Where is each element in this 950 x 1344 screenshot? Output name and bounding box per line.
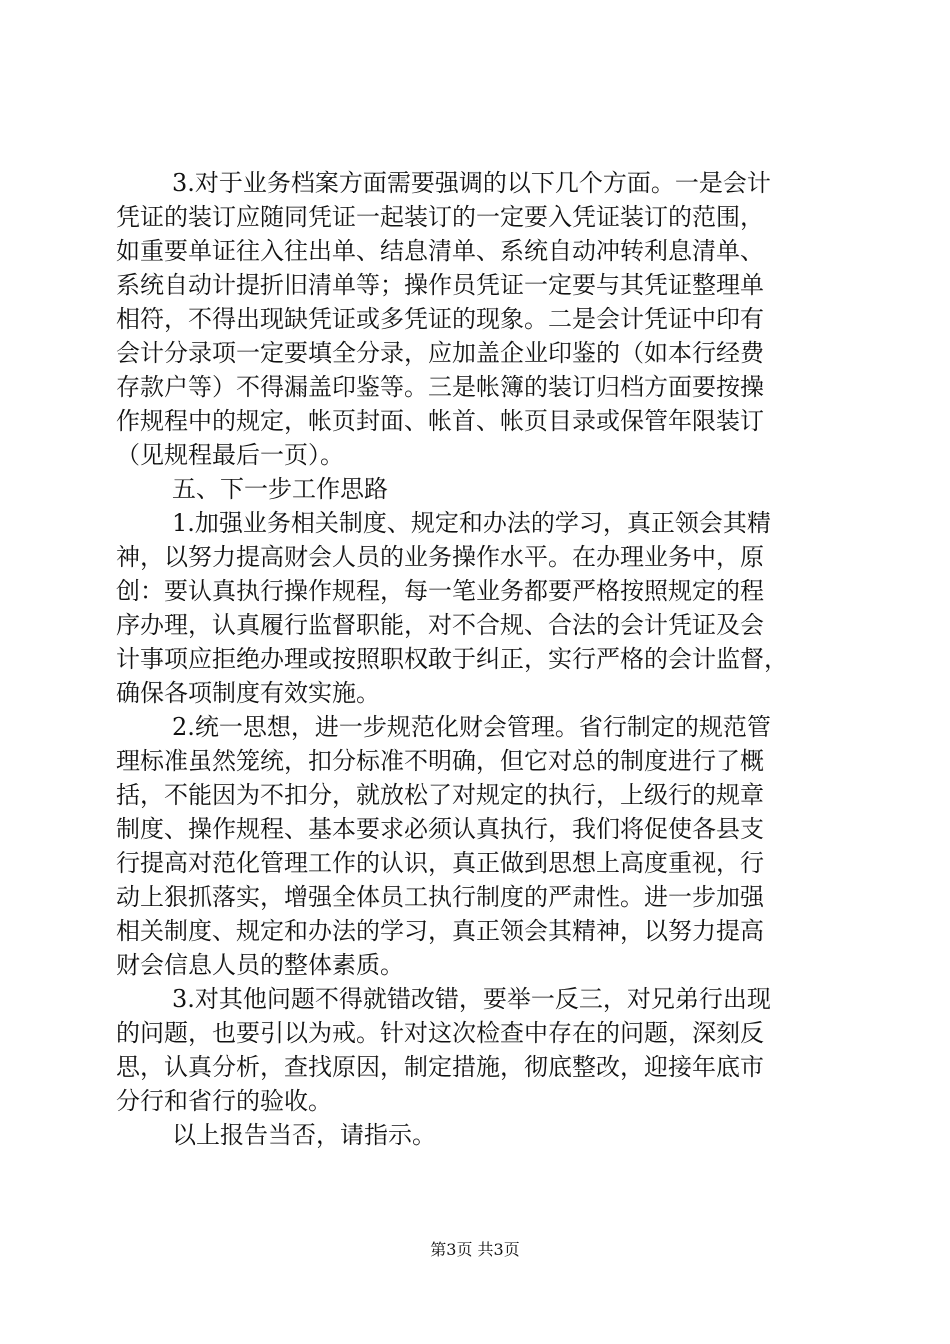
text-line: 作规程中的规定，帐页封面、帐首、帐页目录或保管年限装订 xyxy=(116,407,764,435)
text-line: 分行和省行的验收。 xyxy=(116,1087,332,1115)
text-line: 存款户等）不得漏盖印鉴等。三是帐簿的装订归档方面要按操 xyxy=(116,373,764,401)
text-line: 神，以努力提高财会人员的业务操作水平。在办理业务中，原 xyxy=(116,543,764,571)
text-line: 五、下一步工作思路 xyxy=(172,475,388,503)
text-line: 如重要单证往入往出单、结息清单、系统自动冲转利息清单、 xyxy=(116,237,764,265)
text-line: 的问题，也要引以为戒。针对这次检查中存在的问题，深刻反 xyxy=(116,1019,764,1047)
text-line: 凭证的装订应随同凭证一起装订的一定要入凭证装订的范围， xyxy=(116,203,764,231)
text-line: 制度、操作规程、基本要求必须认真执行，我们将促使各县支 xyxy=(116,815,764,843)
document-body xyxy=(116,166,841,1152)
text-line: 计事项应拒绝办理或按照职权敢于纠正，实行严格的会计监督， xyxy=(116,645,788,673)
text-line: 3.对其他问题不得就错改错，要举一反三，对兄弟行出现 xyxy=(172,985,771,1013)
text-line: 思，认真分析，查找原因，制定措施，彻底整改，迎接年底市 xyxy=(116,1053,764,1081)
text-line: 1.加强业务相关制度、规定和办法的学习，真正领会其精 xyxy=(172,509,771,537)
text-line: 确保各项制度有效实施。 xyxy=(116,679,380,707)
text-line: 创：要认真执行操作规程，每一笔业务都要严格按照规定的程 xyxy=(116,577,764,605)
text-line: 以上报告当否，请指示。 xyxy=(172,1121,436,1149)
text-line: 财会信息人员的整体素质。 xyxy=(116,951,404,979)
text-line: 序办理，认真履行监督职能，对不合规、合法的会计凭证及会 xyxy=(116,611,764,639)
text-line: 行提高对范化管理工作的认识，真正做到思想上高度重视，行 xyxy=(116,849,764,877)
text-line: 系统自动计提折旧清单等；操作员凭证一定要与其凭证整理单 xyxy=(116,271,764,299)
text-line: 会计分录项一定要填全分录，应加盖企业印鉴的（如本行经费 xyxy=(116,339,764,367)
page-footer: 第3页 共3页 xyxy=(430,1240,520,1259)
text-line: 理标准虽然笼统，扣分标准不明确，但它对总的制度进行了概 xyxy=(116,747,764,775)
text-line: 2.统一思想，进一步规范化财会管理。省行制定的规范管 xyxy=(172,713,771,741)
text-line: （见规程最后一页）。 xyxy=(116,441,344,469)
text-line: 3.对于业务档案方面需要强调的以下几个方面。一是会计 xyxy=(172,169,771,197)
text-line: 相符，不得出现缺凭证或多凭证的现象。二是会计凭证中印有 xyxy=(116,305,764,333)
text-line: 括，不能因为不扣分，就放松了对规定的执行，上级行的规章 xyxy=(116,781,764,809)
text-line: 动上狠抓落实，增强全体员工执行制度的严肃性。进一步加强 xyxy=(116,883,764,911)
text-line: 相关制度、规定和办法的学习，真正领会其精神，以努力提高 xyxy=(116,917,764,945)
